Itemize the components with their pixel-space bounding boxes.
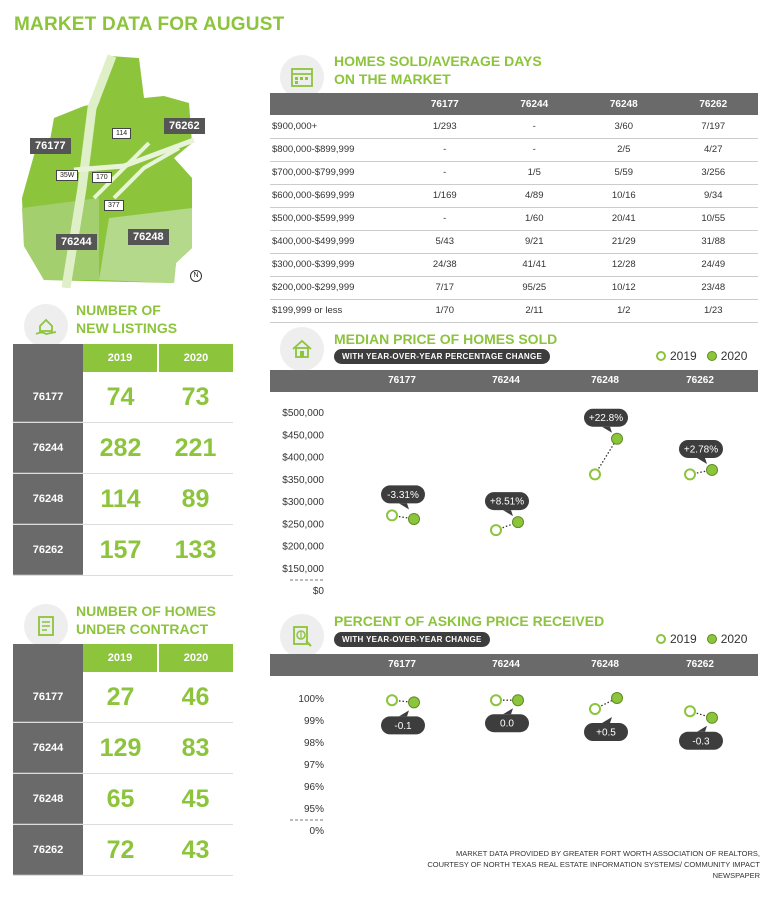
point-2020 [707, 464, 718, 475]
new-listings-table [13, 344, 233, 576]
zip-column-label: 76262 [686, 659, 714, 670]
price-range-cell: $500,000-$599,999 [270, 207, 400, 230]
change-callout [485, 708, 529, 732]
asking-price-subtitle: WITH YEAR-OVER-YEAR CHANGE [334, 632, 490, 647]
zip-cell: 76262 [13, 525, 83, 575]
document-icon [24, 604, 68, 648]
value-2020-cell: 133 [174, 535, 217, 564]
table-row [270, 299, 758, 322]
y-tick-label: $500,000 [282, 408, 324, 419]
year-header: 2019 [83, 344, 157, 372]
map-zip-label: 76244 [56, 234, 97, 250]
sold-days-cell: 12/28 [579, 253, 669, 276]
change-callout [584, 409, 628, 433]
change-callout [679, 440, 723, 464]
homes-sold-title [334, 52, 542, 88]
house-icon [280, 327, 324, 371]
value-2020-cell: 45 [181, 784, 210, 813]
value-2020-cell: 46 [181, 682, 210, 711]
new-listings-title-line2: NEW LISTINGS [76, 320, 178, 336]
sold-days-cell: 24/38 [400, 253, 490, 276]
point-2020 [612, 693, 623, 704]
zip-cell: 76262 [13, 825, 83, 875]
table-row [270, 253, 758, 276]
change-callout [485, 492, 529, 516]
sold-days-cell: 5/43 [400, 230, 490, 253]
price-range-cell: $300,000-$399,999 [270, 253, 400, 276]
point-2019 [491, 525, 501, 535]
price-range-cell: $199,999 or less [270, 299, 400, 322]
homes-sold-table-body [270, 115, 758, 322]
table-row [270, 207, 758, 230]
zip-column-label: 76248 [591, 375, 619, 386]
under-contract-title-line2: UNDER CONTRACT [76, 621, 209, 637]
value-2020-cell: 73 [181, 382, 210, 411]
sold-days-cell: 4/89 [490, 184, 580, 207]
sold-days-cell: 1/5 [490, 161, 580, 184]
zip-column-label: 76177 [388, 659, 416, 670]
table-row [270, 184, 758, 207]
zip-cell: 76248 [13, 474, 83, 524]
change-callout [381, 485, 425, 509]
year-header: 2020 [157, 644, 233, 672]
y-tick-label: $400,000 [282, 452, 324, 464]
point-2020 [612, 433, 623, 444]
value-2019-cell: 65 [106, 784, 135, 813]
year-header: 2019 [83, 644, 157, 672]
sold-days-cell: - [400, 161, 490, 184]
legend-2020-marker [707, 634, 717, 644]
median-price-zip-bar [270, 370, 758, 392]
sold-days-cell: 3/256 [669, 161, 759, 184]
sold-days-cell: 21/29 [579, 230, 669, 253]
sold-days-cell: 9/34 [669, 184, 759, 207]
page-title: MARKET DATA FOR AUGUST [14, 14, 285, 35]
point-2020 [409, 697, 420, 708]
change-label: -0.3 [692, 736, 710, 748]
legend-2019-marker [656, 634, 666, 644]
highway-marker: 35W [56, 170, 78, 181]
new-listings-title [76, 301, 177, 337]
change-connector [595, 439, 617, 475]
homes-sold-title-line1: HOMES SOLD/AVERAGE DAYS [334, 53, 542, 69]
sold-days-cell: 31/88 [669, 230, 759, 253]
chart-legend [656, 349, 747, 363]
table-row [13, 474, 233, 525]
change-callout [584, 717, 628, 741]
table-row [270, 115, 758, 138]
y-tick-label: 100% [298, 694, 324, 705]
zip-cell: 76177 [13, 372, 83, 422]
new-listings-title-line1: NUMBER OF [76, 302, 161, 318]
change-label: +0.5 [596, 727, 616, 739]
change-label: +2.78% [683, 444, 719, 456]
map-zip-label: 76248 [128, 229, 169, 245]
change-callout [381, 710, 425, 734]
change-callout-pointer [697, 458, 707, 464]
sold-days-cell: 1/169 [400, 184, 490, 207]
table-row [13, 723, 233, 774]
legend-2019-label: 2019 [670, 632, 697, 646]
sold-days-cell: 95/25 [490, 276, 580, 299]
zip-cell: 76244 [13, 723, 83, 773]
asking-price-zip-bar [270, 654, 758, 676]
point-2019 [491, 695, 501, 705]
zero-tick-label: 0% [309, 826, 324, 837]
price-range-cell: $800,000-$899,999 [270, 138, 400, 161]
sold-days-cell: 1/70 [400, 299, 490, 322]
value-2019-cell: 282 [99, 433, 142, 462]
table-header-zip: 76262 [669, 93, 759, 115]
zip-cell: 76177 [13, 672, 83, 722]
y-tick-label: 99% [303, 716, 324, 727]
value-2019-cell: 114 [100, 484, 141, 513]
change-callout-pointer [602, 427, 612, 433]
value-2019-cell: 129 [99, 733, 142, 762]
table-row [13, 672, 233, 723]
zip-cell: 76244 [13, 423, 83, 473]
sold-days-cell: - [400, 207, 490, 230]
change-label: -3.31% [387, 489, 419, 501]
y-tick-label: $250,000 [282, 519, 324, 531]
value-2020-cell: 83 [181, 733, 210, 762]
value-2019-cell: 157 [99, 535, 142, 564]
table-header-blank [13, 344, 83, 372]
value-2020-cell: 43 [181, 835, 210, 864]
y-tick-label: 98% [303, 738, 324, 749]
sold-days-cell: 5/59 [579, 161, 669, 184]
point-2019 [685, 469, 695, 479]
asking-price-title: PERCENT OF ASKING PRICE RECEIVED [334, 613, 605, 629]
sold-days-cell: 10/16 [579, 184, 669, 207]
price-range-cell: $400,000-$499,999 [270, 230, 400, 253]
sold-days-cell: 1/293 [400, 115, 490, 138]
sold-days-cell: 1/60 [490, 207, 580, 230]
point-2019 [387, 510, 397, 520]
zip-column-label: 76248 [591, 659, 619, 670]
sold-days-cell: 23/48 [669, 276, 759, 299]
point-2020 [513, 517, 524, 528]
homes-sold-table [270, 93, 758, 323]
change-callout-pointer [503, 510, 513, 516]
new-listings-body [13, 372, 233, 576]
sold-days-cell: 7/17 [400, 276, 490, 299]
highway-marker: 170 [92, 172, 112, 183]
change-label: -0.1 [394, 720, 412, 732]
sold-days-cell: 41/41 [490, 253, 580, 276]
point-2020 [707, 712, 718, 723]
price-range-cell: $700,000-$799,999 [270, 161, 400, 184]
house-in-hand-icon [24, 304, 68, 348]
source-note: MARKET DATA PROVIDED BY GREATER FORT WORTH ASSOCIATION OF REALTORS, COURTESY OF NORTH TEXAS REAL ESTATE INFORMATION SYSTEMS/ COMMUNITY IMPACT NEWSPAPER [427, 849, 760, 880]
under-contract-table [13, 644, 233, 876]
map-shape [14, 48, 214, 288]
value-2020-cell: 221 [174, 433, 217, 462]
zero-tick-label: $0 [312, 586, 324, 597]
value-2020-cell: 89 [181, 484, 210, 513]
highway-marker: 114 [112, 128, 131, 139]
sold-days-cell: 2/5 [579, 138, 669, 161]
price-range-cell: $200,000-$299,999 [270, 276, 400, 299]
point-2019 [685, 706, 695, 716]
y-tick-label: 95% [303, 804, 324, 815]
zip-column-label: 76244 [492, 375, 520, 386]
change-label: +8.51% [489, 496, 525, 508]
sold-days-cell: 10/12 [579, 276, 669, 299]
median-price-chart [262, 398, 762, 603]
y-tick-label: $450,000 [282, 430, 324, 442]
table-header-zip: 76177 [400, 93, 490, 115]
change-label: 0.0 [500, 718, 514, 730]
table-header-row [13, 344, 233, 372]
highway-marker: 377 [104, 200, 124, 211]
sold-days-cell: 24/49 [669, 253, 759, 276]
table-row [13, 774, 233, 825]
price-range-cell: $900,000+ [270, 115, 400, 138]
sold-days-cell: - [490, 138, 580, 161]
map-zip-label: 76177 [30, 138, 71, 154]
table-header-blank [13, 644, 83, 672]
value-2019-cell: 74 [106, 382, 135, 411]
homes-sold-title-line2: ON THE MARKET [334, 71, 451, 87]
y-tick-label: $300,000 [282, 497, 324, 509]
change-callout [679, 726, 723, 750]
table-header-zip: 76244 [490, 93, 580, 115]
area-map [14, 48, 214, 288]
sold-days-cell: 1/23 [669, 299, 759, 322]
zip-cell: 76248 [13, 774, 83, 824]
sold-days-cell: 9/21 [490, 230, 580, 253]
point-2019 [387, 695, 397, 705]
under-contract-title [76, 602, 216, 638]
map-zip-label: 76262 [164, 118, 205, 134]
price-range-cell: $600,000-$699,999 [270, 184, 400, 207]
change-callout-pointer [399, 503, 409, 509]
change-callout-pointer [503, 708, 513, 714]
legend-2020-label: 2020 [720, 349, 748, 363]
sold-days-cell: 4/27 [669, 138, 759, 161]
table-row [13, 525, 233, 576]
table-row [13, 825, 233, 876]
table-header-zip: 76248 [579, 93, 669, 115]
sold-days-cell: 2/11 [490, 299, 580, 322]
value-2019-cell: 27 [106, 682, 135, 711]
zip-column-label: 76244 [492, 659, 520, 670]
y-tick-label: $200,000 [282, 541, 324, 553]
median-price-title: MEDIAN PRICE OF HOMES SOLD [334, 331, 558, 347]
sold-days-cell: 10/55 [669, 207, 759, 230]
sold-days-cell: 7/197 [669, 115, 759, 138]
under-contract-title-line1: NUMBER OF HOMES [76, 603, 216, 619]
table-row [270, 230, 758, 253]
table-row [270, 276, 758, 299]
sold-days-cell: - [490, 115, 580, 138]
sold-days-cell: - [400, 138, 490, 161]
legend-2020-label: 2020 [720, 632, 748, 646]
median-price-subtitle: WITH YEAR-OVER-YEAR PERCENTAGE CHANGE [334, 349, 550, 364]
legend-2019-marker [656, 351, 666, 361]
legend-2019-label: 2019 [670, 349, 697, 363]
table-row [270, 161, 758, 184]
point-2020 [409, 513, 420, 524]
change-callout-pointer [697, 726, 707, 732]
sold-days-cell: 20/41 [579, 207, 669, 230]
point-2019 [590, 704, 600, 714]
under-contract-body [13, 672, 233, 876]
sold-days-cell: 3/60 [579, 115, 669, 138]
change-label: +22.8% [588, 413, 624, 425]
y-tick-label: $350,000 [282, 474, 324, 486]
y-tick-label: $150,000 [282, 564, 324, 575]
table-header-row [13, 644, 233, 672]
north-arrow-icon: N [190, 270, 202, 282]
zip-column-label: 76262 [686, 375, 714, 386]
change-callout-pointer [602, 717, 612, 723]
table-row [13, 423, 233, 474]
zip-column-label: 76177 [388, 375, 416, 386]
table-row [270, 138, 758, 161]
legend-2020-marker [707, 351, 717, 361]
table-header-row [270, 93, 758, 115]
y-tick-label: 96% [303, 782, 324, 793]
asking-price-chart [262, 682, 762, 842]
dollar-document-search-icon [280, 614, 324, 658]
y-tick-label: 97% [303, 760, 324, 771]
point-2019 [590, 469, 600, 479]
table-row [13, 372, 233, 423]
year-header: 2020 [157, 344, 233, 372]
change-callout-pointer [399, 710, 409, 716]
point-2020 [513, 695, 524, 706]
sold-days-cell: 1/2 [579, 299, 669, 322]
table-header-blank [270, 93, 400, 115]
value-2019-cell: 72 [106, 835, 135, 864]
chart-legend [656, 632, 747, 646]
